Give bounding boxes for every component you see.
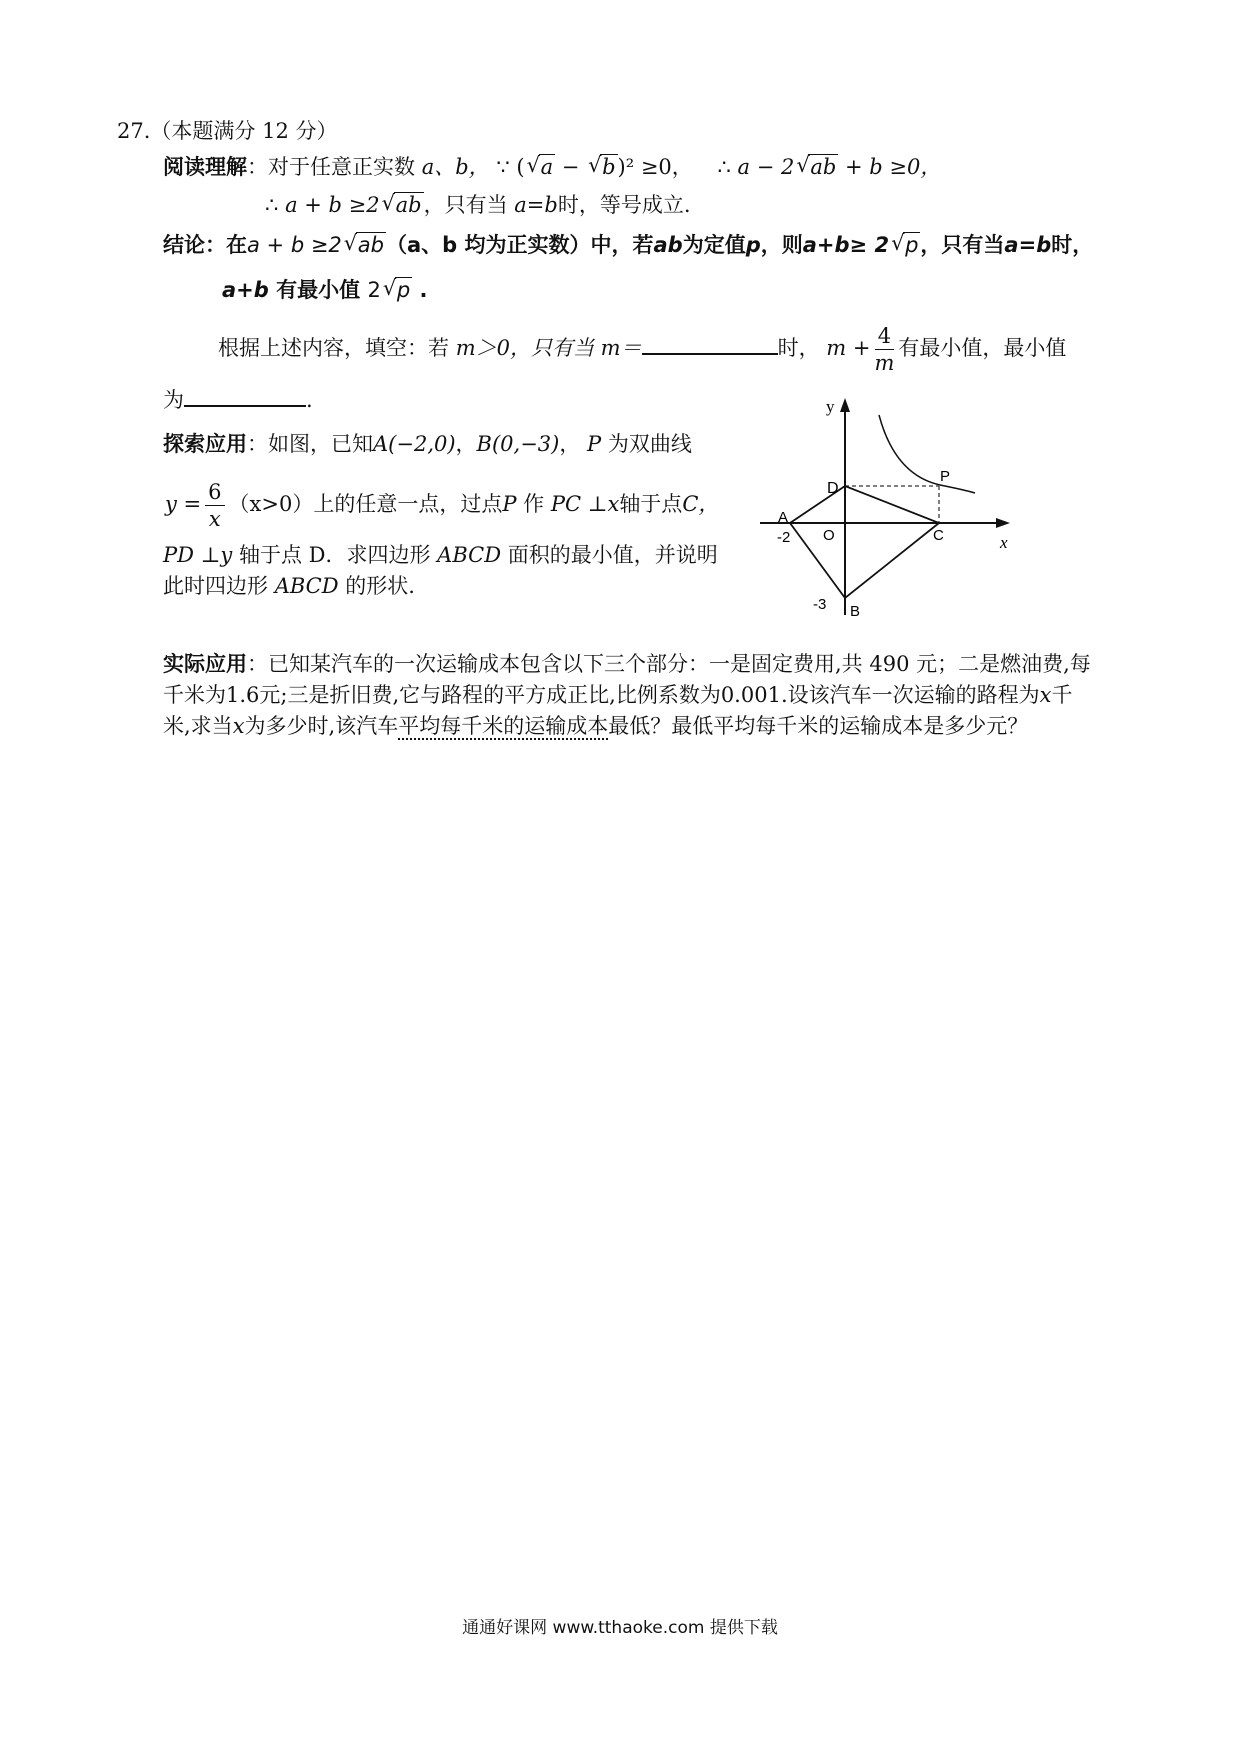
fill-text2: 时， (777, 336, 820, 360)
explore-pd: PD ⊥y (163, 543, 233, 567)
reading-line2-text: ，只有当 (423, 193, 508, 217)
explore-axis-d: 轴于点 D．求四边形 (238, 543, 431, 567)
explore-line1-end: 为双曲线 (607, 432, 692, 456)
practical-line3-b: 为多少时,该汽车 (244, 714, 399, 738)
reading-text: ：对于任意正实数 (247, 155, 415, 179)
conclusion-expr1: a + b ≥2 (247, 233, 342, 257)
practical-x-2: x (232, 714, 245, 738)
practical-line2: 千米为1.6元;三是折旧费,它与路程的平方成正比,比例系数为0.001.设该汽车一次运输的路程为 (163, 683, 1040, 707)
explore-make: 作 (523, 492, 545, 516)
conclusion-cond: a=b (1004, 233, 1052, 257)
sqrt-ab-2: √ ab (382, 190, 424, 220)
conclusion-part5: ，只有当 (920, 233, 1005, 257)
answer-blank-1[interactable] (642, 333, 778, 355)
hyperbola-curve (879, 415, 975, 493)
reading-expr-end: )² ≥0， (617, 155, 693, 179)
reading-line-1: 阅读理解：对于任意正实数 a、b， ∵ (√ a − √ b)² ≥0， ∴ a − 2√ ab + b ≥0， (163, 152, 941, 182)
page-footer: 通通好课网 www.tthaoke.com 提供下载 (462, 1618, 778, 1638)
frac-num-6: 6 (205, 479, 224, 506)
sqrt-ab-3: √ ab (344, 230, 386, 260)
conclusion-part3: 为定值 (682, 233, 746, 257)
fill-m-eq: m＝ (600, 336, 642, 360)
fill-line2: 为 (163, 388, 184, 412)
conclusion-line-2 (222, 275, 427, 305)
therefore-symbol-2: ∴ (265, 193, 279, 217)
fill-m-plus: m + (826, 336, 871, 360)
conclusion-part2: （a、b 均为正实数）中，若 (385, 233, 654, 257)
problem-number: 27. (117, 119, 151, 143)
label-neg3: -3 (813, 596, 827, 613)
practical-line-1 (163, 649, 1091, 679)
coordinate-figure (755, 390, 1015, 630)
conclusion-line-1 (163, 230, 1093, 260)
explore-line1: ：如图，已知 (247, 432, 373, 456)
point-p-2: P (502, 492, 517, 516)
explore-line4-end: 的形状. (345, 574, 415, 598)
label-x: x (1000, 533, 1008, 552)
explore-heading: 探索应用 (163, 432, 247, 456)
quad-abcd: ABCD (437, 543, 502, 567)
fill-m-gt: m＞0，只有当 (455, 336, 594, 360)
therefore-symbol: ∴ (717, 155, 731, 179)
label-a: A (778, 509, 789, 526)
point-b: B(0,−3) (476, 432, 560, 456)
sqrt-ab: √ ab (796, 152, 838, 182)
fill-text3: 有最小值，最小值 (898, 336, 1067, 360)
explore-line-4 (163, 571, 415, 601)
label-b: B (850, 603, 861, 620)
quad-abcd-2: ABCD (274, 574, 339, 598)
reading-vars: a、b， (421, 155, 490, 179)
conclusion-ab: ab (653, 233, 683, 257)
explore-pc: PC ⊥x (550, 492, 620, 516)
explore-line-2 (165, 478, 719, 536)
label-neg2: -2 (777, 529, 791, 546)
reading-line2-cond: a=b (514, 193, 558, 217)
conclusion-part1: ：在 (205, 233, 247, 257)
problem-header (117, 116, 337, 146)
because-symbol: ∵ (496, 155, 510, 179)
explore-axis-c: 轴于点 (619, 492, 683, 516)
conclusion-heading: 结论 (163, 233, 205, 257)
conclusion-line2-b: 有最小值 (276, 278, 361, 302)
sqrt-p: √ p (891, 230, 920, 260)
fill-line-2 (163, 385, 313, 415)
label-d: D (827, 480, 839, 497)
practical-line3-c: 最低？最低平均每千米的运输成本是多少元？ (608, 714, 1029, 738)
explore-line-1: 探索应用：如图，已知A(−2,0)，B(0,−3)， P 为双曲线 (163, 432, 692, 456)
reading-expr2-end: + b ≥0， (845, 155, 942, 179)
conclusion-p: p (745, 233, 761, 257)
practical-line-2 (163, 680, 1072, 710)
reading-expr2: a − 2 (737, 155, 795, 179)
fill-line-1 (218, 322, 1066, 378)
practical-line1: ：已知某汽车的一次运输成本包含以下三个部分：一是固定费用,共 490 元；二是燃油费,每 (247, 652, 1091, 676)
point-p: P (587, 432, 602, 456)
conclusion-expr2: a+b≥ 2 (802, 233, 890, 257)
quadrilateral-abcd (790, 486, 939, 598)
practical-x: x (1039, 683, 1052, 707)
practical-line-3 (163, 711, 1028, 741)
point-a: A(−2,0) (373, 432, 456, 456)
explore-line4: 此时四边形 (163, 574, 268, 598)
fill-line2-end: . (306, 388, 313, 412)
sqrt-b: √ b (588, 152, 617, 182)
frac-den: m (874, 351, 895, 375)
frac-num: 4 (875, 323, 894, 350)
explore-y-eq: y = (165, 492, 202, 516)
explore-cond: （x>0）上的任意一点，过点 (228, 492, 503, 516)
answer-blank-2[interactable] (184, 385, 306, 407)
reading-line2-expr: a + b ≥2 (285, 193, 380, 217)
conclusion-part4: ，则 (760, 233, 803, 257)
frac-den-x: x (208, 507, 221, 531)
x-axis-arrow (996, 518, 1010, 528)
label-y: y (826, 397, 835, 416)
fill-text1: 根据上述内容，填空：若 (218, 336, 449, 360)
conclusion-line2-end: . (419, 278, 428, 302)
sqrt-a: √ a (527, 152, 556, 182)
conclusion-line2-a: a+b (222, 278, 269, 302)
label-o: O (823, 527, 835, 544)
fraction-6-over-x (205, 479, 224, 532)
problem-score: （本题满分 12 分） (150, 119, 338, 143)
reading-line2-end: 时，等号成立. (557, 193, 691, 217)
point-c: C， (682, 492, 720, 516)
label-c: C (933, 527, 944, 544)
emphasized-text: 平均每千米的运输成本 (398, 714, 609, 738)
explore-line-3 (163, 540, 718, 570)
practical-line2-end: 千 (1051, 683, 1073, 707)
practical-line3-a: 米,求当 (163, 714, 233, 738)
conclusion-part6: 时， (1051, 233, 1094, 257)
explore-line3-end: 面积的最小值，并说明 (507, 543, 718, 567)
y-axis-arrow (840, 398, 850, 412)
sqrt-p-2: √ p (383, 275, 412, 305)
reading-heading: 阅读理解 (163, 155, 247, 179)
conclusion-line2-c: 2 (367, 278, 381, 302)
fraction-4-over-m (874, 323, 894, 376)
label-p: P (940, 468, 951, 485)
reading-line-2 (265, 190, 691, 220)
practical-heading: 实际应用 (163, 652, 247, 676)
